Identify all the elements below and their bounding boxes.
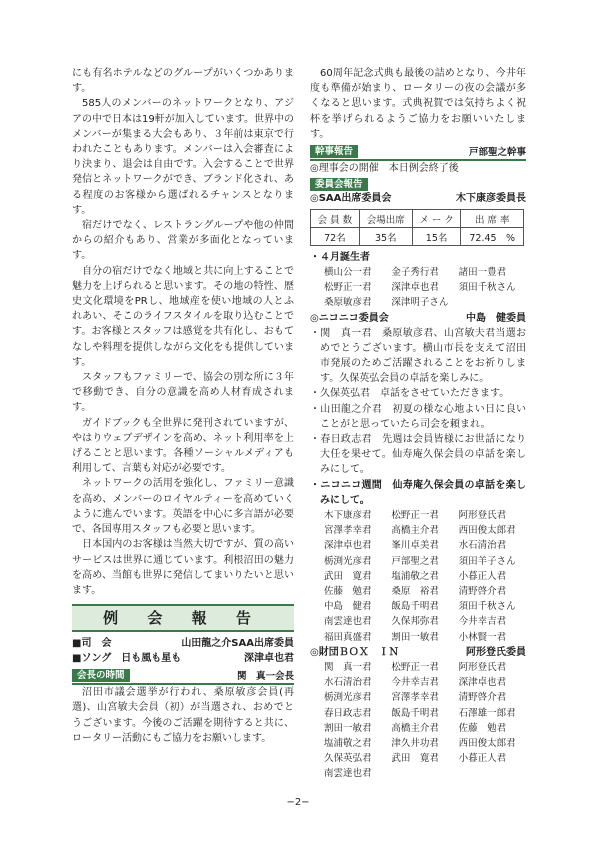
table-row	[311, 228, 524, 246]
member-name: 横山公一君	[324, 267, 372, 279]
paragraph: スタッフもファミリーで、協会の別な所に３年で移動でき、自分の意識を高め人材育成されます。	[72, 372, 294, 414]
member-name: 南雲達也君	[324, 616, 372, 628]
member-name: 宮澤孝幸君	[391, 692, 439, 704]
member-name: 関 真一君	[324, 661, 372, 673]
member-name: 戸部聖之君	[391, 555, 439, 567]
birthday-title-text: ・４月誕生者	[310, 252, 370, 264]
member-name: 小林賢一君	[458, 631, 507, 643]
paragraph: にも有名ホテルなどのグループがいくつかあります。	[72, 68, 294, 95]
member-name: 中島 健君	[324, 601, 372, 613]
shikai-row	[72, 636, 294, 651]
member-name: 須田千秋さん	[458, 282, 516, 294]
table-header-cell: 会 員 数	[311, 210, 360, 228]
table-header-cell: 会場出席	[359, 210, 412, 228]
member-name: 諸田一豊君	[458, 267, 507, 279]
table-cell: 15名	[412, 228, 461, 246]
iinkai-header	[310, 178, 526, 191]
member-name: 深津卓也君	[324, 540, 372, 552]
box-header	[310, 645, 526, 660]
box-names	[310, 660, 526, 782]
table-header-cell: 出 席 率	[461, 210, 524, 228]
birthday-names	[310, 265, 526, 311]
paragraph: 宿だけでなく、レストラングループや他の仲間からの紹介もあり、営業が多面化となっています。	[72, 220, 294, 262]
member-name: 西田俊太郎君	[458, 525, 516, 537]
saa-header	[310, 191, 526, 206]
nico-item: ・山田龍之介君 初夏の様な心地よい日に良いことがと思っていたら司会を頼まれ。	[310, 403, 526, 430]
nico-weekly: ・ニコニコ週間 仙寿庵久保会員の卓話を楽しみにして。	[310, 479, 526, 506]
member-name: 福田真盛君	[324, 631, 372, 643]
member-name: 松野正一君	[391, 510, 439, 522]
song-name: 深津卓也君	[244, 653, 294, 665]
table-cell: 35名	[359, 228, 412, 246]
nico-item: ・久保英弘君 卓話をさせていただきます。	[310, 388, 510, 400]
member-name: 須田千秋さん	[458, 601, 516, 613]
member-name: 高橋主介君	[391, 722, 439, 734]
member-name: 今井幸吉君	[458, 616, 507, 628]
box-title: ◎財団ＢＯＸ ＩＮ	[310, 646, 399, 658]
intro-paragraph: 60周年記念式典も最後の詰めとなり、今井年度も準備が始まり、ロータリーの夜の会議が多くなると思います。式典祝賀では気持ちよく祝杯を挙げられるようご協力をお願いいたします。	[310, 68, 526, 140]
nico-name: 中島 健委員	[466, 312, 526, 324]
table-cell: 72.45 %	[461, 228, 524, 246]
nico-title: ◎ニコニコ委員会	[310, 312, 389, 324]
attendance-table	[310, 209, 524, 246]
kanji-label: 幹事報告	[310, 145, 358, 158]
right-column	[310, 66, 526, 782]
member-name: 桑原敏彦君	[324, 297, 372, 309]
kanji-name: 戸部聖之幹事	[468, 147, 526, 159]
kanji-header	[310, 144, 526, 158]
member-name: 石澤雄一郎君	[458, 707, 516, 719]
song-row	[72, 651, 294, 666]
kanji-text: ◎理事会の開催 本日例会終了後	[310, 163, 459, 175]
member-name: 飯島千明君	[391, 707, 439, 719]
member-name: 松野正一君	[391, 661, 439, 673]
member-name: 水石清治君	[458, 540, 507, 552]
member-name: 栃渕光彦君	[324, 555, 372, 567]
paragraph: ネットワークの活用を強化し、ファミリー意識を高め、メンバーのロイヤルティーを高めていくように進んでいます。英語を中心に多言語が必要で、各国専用スタッフも必要と思います。	[72, 478, 294, 536]
page-number: −2−	[286, 797, 310, 808]
kaicho-label: 会長の時間	[72, 669, 130, 682]
member-name: 武田 寛君	[324, 570, 372, 582]
kaicho-text: 沼田市議会選挙が行われ、桑原敏彦会員(再選)、山宮敏夫会員（初）が当選され、おめでとうございます。今後のご活躍を期待すると共に、ロータリー活動にもご協力をお願いします。	[72, 687, 294, 744]
member-name: 深津卓也君	[458, 677, 507, 689]
member-name: 木下康彦君	[324, 510, 372, 522]
shikai-label: ■司 会	[72, 638, 112, 650]
nico-header	[310, 311, 526, 326]
member-name: 久保英弘君	[324, 753, 372, 765]
member-name: 峯川卓美君	[391, 540, 439, 552]
member-name: 清野啓介君	[458, 692, 507, 704]
kaicho-header	[72, 668, 294, 682]
paragraph: 585人のメンバーのネットワークとなり、アジアの中で日本は19軒が加入しています。世界中のメンバーが集まる大会もあり、３年前は東京で行われたこともあります。メンバーは入会審査により決まり、退会は自由です。入会することで世界発信とネットワークができ、ブランド化され、ある程度のお客様から選ばれるチャンスとなります。	[72, 98, 294, 216]
paragraph: 自分の宿だけでなく地域と共に向上することで魅力を上げられると思います。その地の特性、歴史文化環境をPRし、地域産を使い地域の人とふれあい、そこのライフスタイルを取り込むことです。お客様とスタッフは感覚を共有化し、おもてなしや料理を提供しながら文化をも提供しています。	[72, 265, 294, 368]
member-name: 小暮正人君	[458, 570, 507, 582]
song-label: ■ソング 日も風も星も	[72, 653, 182, 665]
member-name	[459, 295, 526, 310]
member-name: 西田俊太郎君	[458, 737, 516, 749]
member-name: 宮澤孝幸君	[324, 525, 372, 537]
member-name: 割田一敏君	[324, 722, 372, 734]
member-name: 武田 寛君	[391, 753, 439, 765]
member-name: 須田羊子さん	[458, 555, 516, 567]
member-name: 津久井功君	[391, 737, 439, 749]
left-column	[72, 66, 294, 746]
member-name: 飯島千明君	[391, 601, 439, 613]
member-name: 塩浦敬之君	[324, 737, 372, 749]
member-name: 松野正一君	[324, 282, 372, 294]
table-header-row	[311, 210, 524, 228]
table-cell: 72名	[311, 228, 360, 246]
saa-name: 木下康彦委員長	[456, 193, 526, 205]
member-name: 南雲達也君	[324, 768, 372, 780]
member-name: 金子秀行君	[391, 267, 439, 279]
member-name: 春日政志君	[324, 707, 372, 719]
paragraph: ガイドブックも全世界に発刊されていますが、やはりウェブデザインを高め、ネット利用率を上げることと思います。各種ソーシャルメディアも利用して、言葉も対応が必要です。	[72, 417, 294, 475]
member-name: 深津明子さん	[391, 297, 449, 309]
member-name: 阿形登氏君	[458, 661, 507, 673]
nico-item: ・関 真一君 桑原敏彦君、山宮敏夫君当選おめでとうございます。横山市長を支えて沼田市発展のためご活躍されることをお祈りします。久保英弘会員の卓話を楽しみに。	[310, 327, 526, 385]
birthday-title	[310, 250, 526, 265]
paragraph: 日本国内のお客様は当然大切ですが、質の高いサービスは世界に通じています。利根沼田の魅力を高め、当館も世界に発信してまいりたいと思います。	[72, 539, 294, 596]
member-name: 深津卓也君	[391, 282, 439, 294]
shikai-name: 山田龍之介SAA出席委員	[181, 638, 294, 650]
member-name: 今井幸吉君	[391, 677, 439, 689]
member-name	[391, 766, 458, 781]
member-name: 塩浦敬之君	[391, 570, 439, 582]
iinkai-label: 委員会報告	[310, 178, 368, 191]
member-name	[459, 766, 526, 781]
member-name: 割田一敏君	[391, 631, 439, 643]
box-name: 阿形登氏委員	[466, 646, 526, 658]
member-name: 水石清治君	[324, 677, 372, 689]
saa-title: ◎SAA出席委員会	[310, 193, 392, 205]
member-name: 桑原 裕君	[391, 586, 439, 598]
kaicho-name: 関 真一会長	[236, 671, 294, 683]
member-name: 小暮正人君	[458, 753, 507, 765]
nico-weekly-names	[310, 508, 526, 645]
member-name: 佐藤 勉君	[324, 586, 372, 598]
member-name: 高橋主介君	[391, 525, 439, 537]
member-name: 阿形登氏君	[458, 510, 507, 522]
member-name: 久保邦弥君	[391, 616, 439, 628]
reikai-heading: 例 会 報 告	[72, 604, 294, 632]
table-header-cell: メ ー ク	[412, 210, 461, 228]
member-name: 佐藤 勉君	[458, 722, 507, 734]
nico-item: ・春日政志君 先週は会員皆様にお世話になり大任を果せて。仙寿庵久保会員の卓話を楽しみにして。	[310, 434, 526, 476]
member-name: 清野啓介君	[458, 586, 507, 598]
member-name: 栃渕光彦君	[324, 692, 372, 704]
